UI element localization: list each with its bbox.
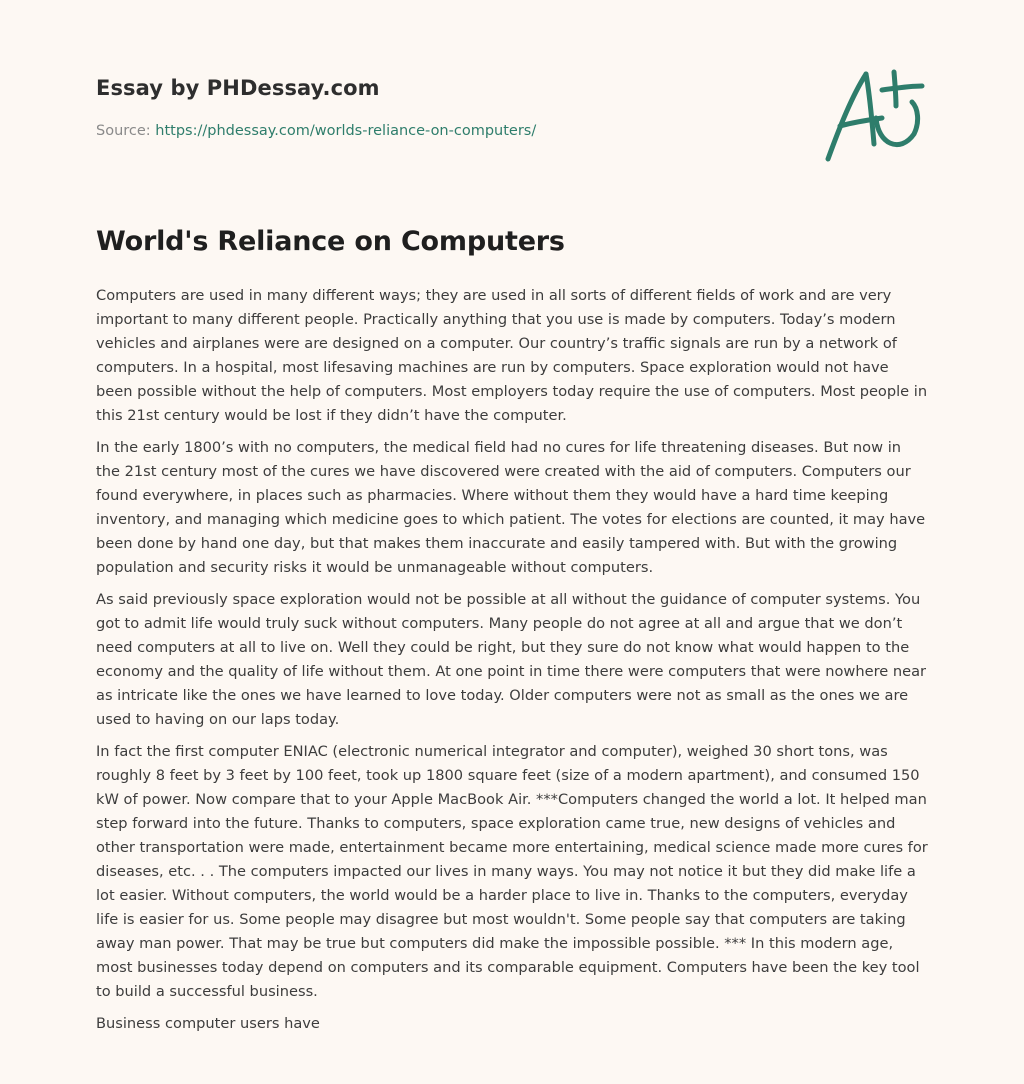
essay-paragraph: Business computer users have [96, 1015, 320, 1032]
essay-paragraph: In fact the first computer ENIAC (electronic numerical integrator and computer), weighed 30 short tons, was roughly 8 feet by 3 feet by 100 feet, took up 1800 square feet (size of a modern apartment), and consumed 150 kW of power. Now compare that to your Apple MacBook Air. ***Computers changed the world a lot. It helped man step forward into the future. Thanks to computers, space exploration came true, new designs of vehicles and other transportation were made, entertainment became more entertaining, medical science made more cures for diseases, etc. . . The computers impacted our lives in many ways. You may not notice it but they did make life a lot easier. Without computers, the world would be a harder place to live in. Thanks to the computers, everyday life is easier for us. Some people may disagree but most wouldn't. Some people say that computers are taking away man power. That may be true but computers did make the impossible possible. *** In this modern age, most businesses today depend on computers and its comparable equipment. Computers have been the key tool to build a successful business. [96, 743, 928, 1000]
a-plus-logo-icon [822, 66, 928, 166]
essay-body [96, 284, 928, 1044]
essay-title: World's Reliance on Computers [96, 226, 565, 257]
source-label: Source: [96, 123, 156, 139]
source-line [96, 123, 536, 139]
essay-paragraph: In the early 1800’s with no computers, the medical field had no cures for life threatening diseases. But now in the 21st century most of the cures we have discovered were created with the aid of computers. Computers our found everywhere, in places such as pharmacies. Where without them they would have a hard time keeping inventory, and managing which medicine goes to which patient. The votes for elections are counted, it may have been done by hand one day, but that makes them inaccurate and easily tampered with. But with the growing population and security risks it would be unmanageable without computers. [96, 439, 926, 576]
essay-paragraph: Computers are used in many different ways; they are used in all sorts of different fields of work and are very important to many different people. Practically anything that you use is made by computers. Today’s modern vehicles and airplanes were are designed on a computer. Our country’s traffic signals are run by a network of computers. In a hospital, most lifesaving machines are run by computers. Space exploration would not have been possible without the help of computers. Most employers today require the use of computers. Most people in this 21st century would be lost if they didn’t have the computer. [96, 287, 928, 424]
source-link[interactable]: https://phdessay.com/worlds-reliance-on-computers/ [155, 123, 537, 139]
site-brand-title: Essay by PHDessay.com [96, 76, 380, 100]
essay-paragraph: As said previously space exploration would not be possible at all without the guidance of computer systems. You got to admit life would truly suck without computers. Many people do not agree at all and argue that we don’t need computers at all to live on. Well they could be right, but they sure do not know what would happen to the economy and the quality of life without them. At one point in time there were computers that were nowhere near as intricate like the ones we have learned to love today. Older computers were not as small as the ones we are used to having on our laps today. [96, 591, 927, 728]
